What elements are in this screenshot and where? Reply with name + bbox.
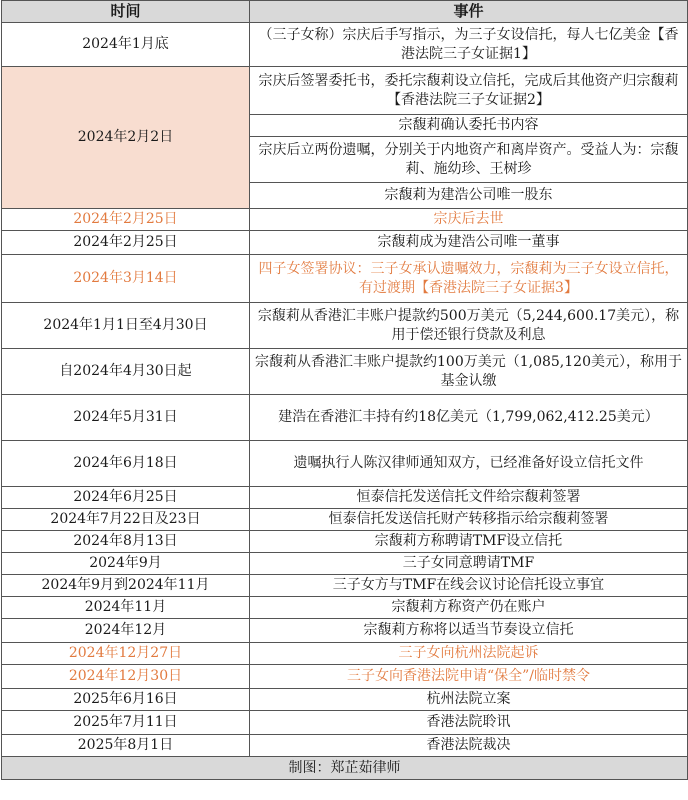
table-row [2, 303, 688, 349]
table-row [2, 441, 688, 487]
event-cell: 恒泰信托发送信托文件给宗馥莉签署 [250, 487, 688, 509]
table-row [2, 597, 688, 619]
table-row [2, 231, 688, 255]
event-cell: 宗馥莉成为建浩公司唯一董事 [250, 231, 688, 255]
event-cell: 三子女同意聘请TMF [250, 553, 688, 575]
date-cell: 2024年7月22日及23日 [2, 509, 250, 531]
event-cell: 恒泰信托发送信托财产转移指示给宗馥莉签署 [250, 509, 688, 531]
date-cell: 2024年1月1日至4月30日 [2, 303, 250, 349]
table-row [2, 509, 688, 531]
event-cell: 宗馥莉方称将以适当节奏设立信托 [250, 619, 688, 643]
table-row [2, 711, 688, 735]
date-cell: 2025年6月16日 [2, 689, 250, 711]
event-cell: 宗馥莉从香港汇丰账户提款约500万美元（5,244,600.17美元），称用于偿还银行贷款及利息 [250, 303, 688, 349]
table-row-highlight [2, 255, 688, 303]
table-row [2, 487, 688, 509]
date-cell: 2024年2月25日 [2, 231, 250, 255]
table-row [2, 619, 688, 643]
event-cell: 香港法院聆讯 [250, 711, 688, 735]
date-cell: 2024年12月30日 [2, 665, 250, 689]
event-cell: 香港法院裁决 [250, 735, 688, 757]
table-row [2, 689, 688, 711]
date-cell-merged: 2024年2月2日 [2, 67, 250, 209]
table-row-highlight [2, 209, 688, 231]
event-cell: 杭州法院立案 [250, 689, 688, 711]
event-cell: 宗庆后去世 [250, 209, 688, 231]
chart-credit: 制图：郑芷茹律师 [2, 757, 688, 780]
date-cell: 2024年12月 [2, 619, 250, 643]
table-row [2, 349, 688, 395]
header-row [2, 1, 688, 23]
event-cell: 宗馥莉为建浩公司唯一股东 [250, 183, 688, 209]
date-cell: 2024年8月13日 [2, 531, 250, 553]
event-cell: 三子女向杭州法院起诉 [250, 643, 688, 665]
table-row-highlight [2, 643, 688, 665]
date-cell: 2024年6月25日 [2, 487, 250, 509]
timeline-table [1, 0, 688, 780]
event-cell: 宗馥莉方称聘请TMF设立信托 [250, 531, 688, 553]
event-cell: 建浩在香港汇丰持有约18亿美元（1,799,062,412.25美元） [250, 395, 688, 441]
date-cell: 2024年5月31日 [2, 395, 250, 441]
date-cell: 2024年6月18日 [2, 441, 250, 487]
date-cell: 2024年1月底 [2, 23, 250, 67]
date-cell: 2024年12月27日 [2, 643, 250, 665]
date-cell: 自2024年4月30日起 [2, 349, 250, 395]
date-cell: 2025年7月11日 [2, 711, 250, 735]
table-row [2, 553, 688, 575]
event-cell: （三子女称）宗庆后手写指示，为三子女设信托，每人七亿美金【香港法院三子女证据1】 [250, 23, 688, 67]
date-cell: 2024年9月到2024年11月 [2, 575, 250, 597]
event-cell: 宗馥莉从香港汇丰账户提款约100万美元（1,085,120美元），称用于基金认缴 [250, 349, 688, 395]
date-cell: 2025年8月1日 [2, 735, 250, 757]
header-date: 时间 [2, 1, 250, 23]
event-cell: 遗嘱执行人陈汉律师通知双方，已经准备好设立信托文件 [250, 441, 688, 487]
date-cell: 2024年3月14日 [2, 255, 250, 303]
date-cell: 2024年2月25日 [2, 209, 250, 231]
event-cell: 宗庆后签署委托书，委托宗馥莉设立信托，完成后其他资产归宗馥莉【香港法院三子女证据2】 [250, 67, 688, 115]
table-row-highlight [2, 665, 688, 689]
header-event: 事件 [250, 1, 688, 23]
event-cell: 三子女方与TMF在线会议讨论信托设立事宜 [250, 575, 688, 597]
table-row [2, 67, 688, 115]
table-row [2, 23, 688, 67]
footer-row [2, 757, 688, 780]
event-cell: 三子女向香港法院申请“保全”/临时禁令 [250, 665, 688, 689]
date-cell: 2024年11月 [2, 597, 250, 619]
date-cell: 2024年9月 [2, 553, 250, 575]
table-row [2, 735, 688, 757]
event-cell: 宗庆后立两份遗嘱，分别关于内地资产和离岸资产。受益人为：宗馥莉、施幼珍、王树珍 [250, 137, 688, 183]
table-row [2, 395, 688, 441]
event-cell: 宗馥莉确认委托书内容 [250, 115, 688, 137]
event-cell: 宗馥莉方称资产仍在账户 [250, 597, 688, 619]
event-cell: 四子女签署协议：三子女承认遗嘱效力，宗馥莉为三子女设立信托，有过渡期【香港法院三子女证据3】 [250, 255, 688, 303]
table-row [2, 575, 688, 597]
table-row [2, 531, 688, 553]
